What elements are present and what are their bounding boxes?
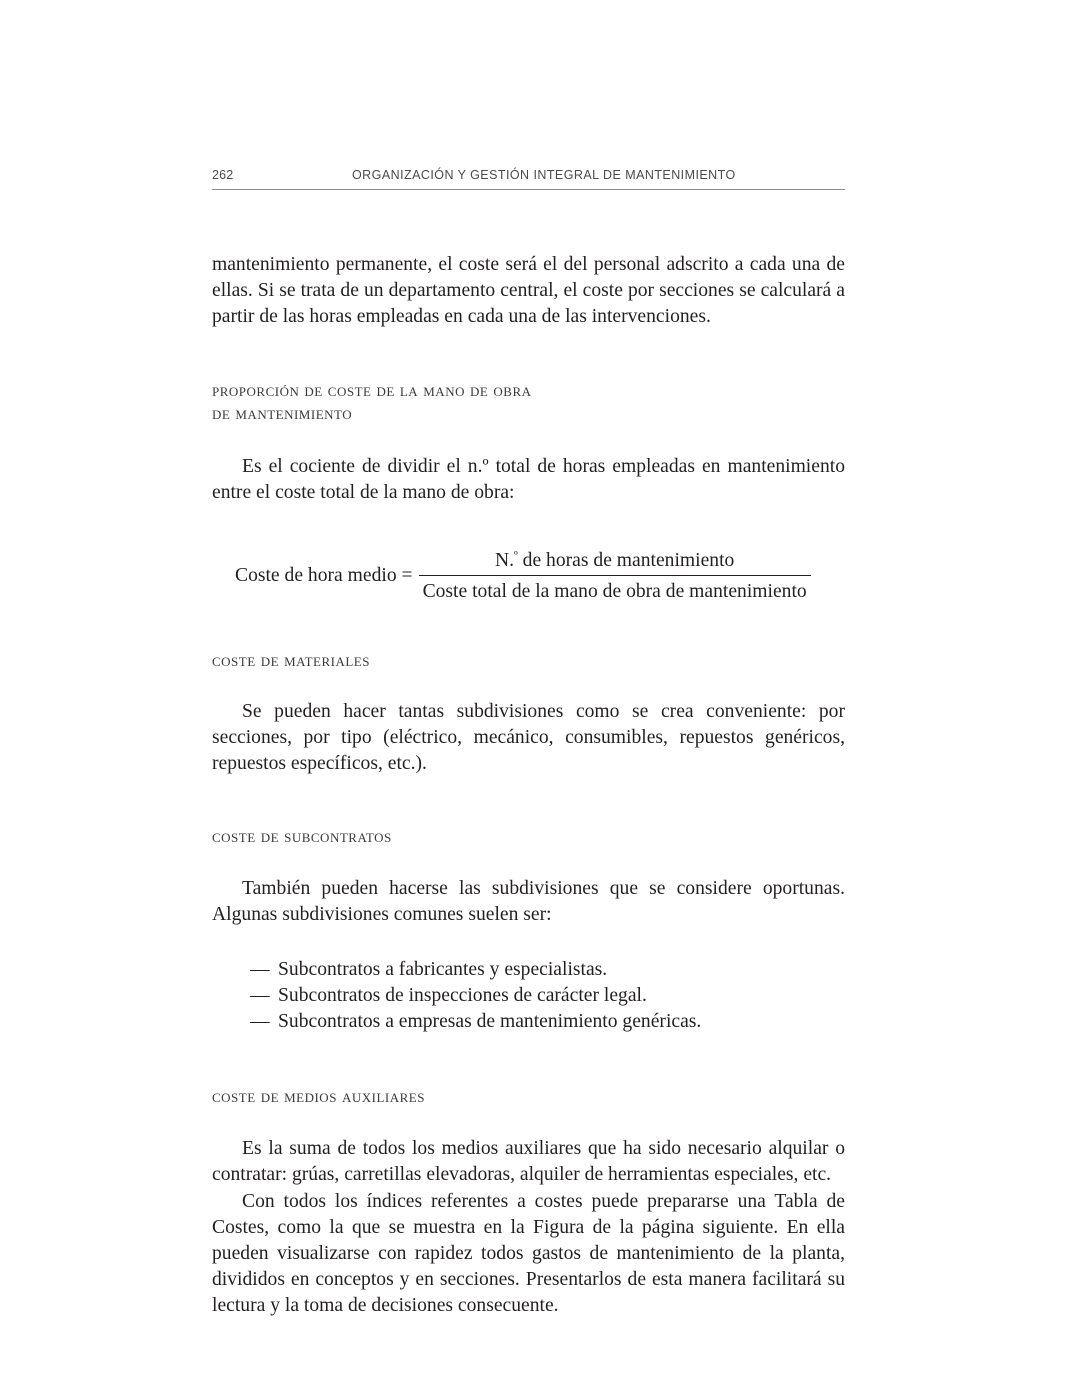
paragraph-proporcion: Es el cociente de dividir el n.º total de horas empleadas en mantenimiento entre el coste total de la mano de obra:	[212, 455, 845, 503]
heading-proporcion-line-1: proporción de coste de la mano de obra	[212, 379, 532, 400]
page-number: 262	[212, 168, 234, 182]
formula-numerator-prefix: N.	[494, 550, 514, 572]
em-dash-icon: —	[250, 984, 270, 1006]
page-content-column	[212, 0, 845, 1320]
running-head	[212, 168, 845, 208]
formula-left-hand-side: Coste de hora medio =	[235, 565, 413, 587]
running-head-rule	[212, 189, 845, 190]
list-item	[212, 1009, 845, 1035]
paragraph-materiales: Se pueden hacer tantas subdivisiones como se crea conveniente: por secciones, por tipo (eléctrico, mecánico, consumibles, repuestos genéricos, repuestos específicos, etc.).	[212, 700, 845, 774]
heading-proporcion-line-2: de mantenimiento	[212, 402, 353, 423]
paragraph-intro: mantenimiento permanente, el coste será el del personal adscrito a cada una de ellas. Si se trata de un departamento central, el coste por secciones se calculará a partir de las horas empleadas en cada una de las intervenciones.	[212, 254, 845, 328]
formula-denominator: Coste total de la mano de obra de mantenimiento	[422, 581, 807, 603]
running-head-row	[212, 168, 845, 182]
em-dash-icon: —	[250, 1010, 270, 1032]
running-head-title: ORGANIZACIÓN Y GESTIÓN INTEGRAL DE MANTENIMIENTO	[352, 168, 736, 182]
heading-proporcion-coste-mano-obra	[212, 379, 845, 425]
paragraph-subcontratos: También pueden hacerse las subdivisiones que se considere oportunas. Algunas subdivisiones comunes suelen ser:	[212, 878, 845, 926]
formula-coste-hora-medio	[212, 548, 845, 605]
heading-coste-subcontratos: coste de subcontratos	[212, 826, 392, 847]
formula-numerator-rest: de horas de mantenimiento	[517, 550, 735, 572]
formula-numerator	[483, 548, 746, 575]
heading-coste-medios-auxiliares: coste de medios auxiliares	[212, 1086, 425, 1107]
formula-numerator-ordinal: º	[514, 548, 518, 563]
list-item	[212, 983, 845, 1009]
list-item	[212, 957, 845, 983]
formula-fraction	[419, 548, 811, 605]
list-item-label: Subcontratos a fabricantes y especialistas.	[278, 958, 608, 980]
heading-coste-materiales: coste de materiales	[212, 649, 370, 670]
list-item-label: Subcontratos a empresas de mantenimiento genéricas.	[278, 1010, 702, 1032]
paragraph-medios-auxiliares: Es la suma de todos los medios auxiliares que ha sido necesario alquilar o contratar: grúas, carretillas elevadoras, alquiler de herramientas especiales, etc.	[212, 1138, 845, 1186]
list-subcontratos	[212, 957, 845, 1036]
list-item-label: Subcontratos de inspecciones de carácter legal.	[278, 984, 647, 1006]
em-dash-icon: —	[250, 958, 270, 980]
paragraph-tabla-costes: Con todos los índices referentes a costes puede prepararse una Tabla de Costes, como la que se muestra en la Figura de la página siguiente. En ella pueden visualizarse con rapidez todos gastos de mantenimiento de la planta, divididos en conceptos y en secciones. Presentarlos de esta manera facilitará su lectura y la toma de decisiones consecuente.	[212, 1190, 845, 1317]
